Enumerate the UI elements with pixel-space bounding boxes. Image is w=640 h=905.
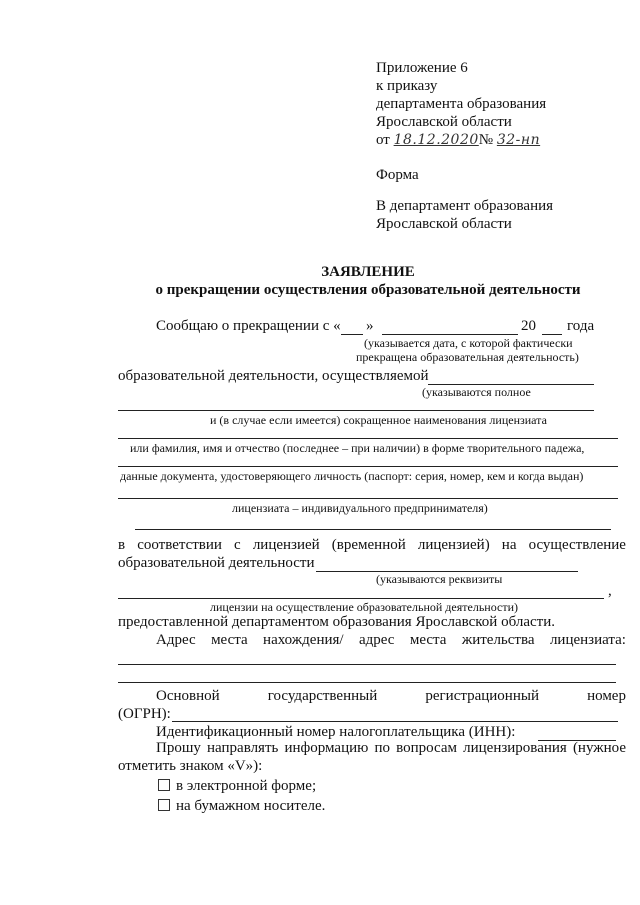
word: лицензиата: (549, 632, 626, 648)
word: (нужное (572, 740, 626, 756)
addressee-line2: Ярославской области (376, 216, 512, 232)
ogrn-label: (ОГРН): (118, 706, 171, 722)
activity-text-2: образовательной деятельности (118, 555, 315, 571)
license-reference-line (118, 537, 626, 554)
word: регистрационный (425, 688, 539, 704)
licensee-blank-5 (118, 498, 618, 499)
year-prefix: 20 (521, 318, 536, 334)
word: соответствии (137, 537, 222, 553)
word: осуществление (528, 537, 626, 553)
license-hint-2: лицензии на осуществление образовательной деятельности) (210, 600, 518, 614)
dept-name: департамента образования (376, 96, 547, 112)
word: на (501, 537, 517, 553)
licensee-blank-6 (135, 529, 611, 530)
licensee-blank-2 (118, 410, 594, 411)
form-label: Форма (376, 167, 419, 183)
word: с (234, 537, 241, 553)
from-prefix: от (376, 132, 390, 148)
checkbox-paper[interactable] (158, 799, 170, 811)
word: (временной (331, 537, 406, 553)
option-electronic[interactable] (158, 778, 316, 795)
issued-by-text: предоставленной департаментом образования Ярославской области. (118, 614, 555, 630)
word: направлять (207, 740, 279, 756)
appendix-label: Приложение 6 (376, 60, 468, 76)
word: по (374, 740, 390, 756)
day-blank (341, 334, 363, 335)
word: места (409, 632, 447, 648)
address-blank-1 (118, 664, 616, 665)
date-hint-2: прекращена образовательная деятельность) (356, 350, 579, 364)
number-prefix: № (478, 132, 494, 148)
year-word: года (567, 318, 595, 334)
option-paper-label: на бумажном носителе. (176, 798, 326, 814)
word: в (118, 537, 126, 553)
licensee-hint-4: данные документа, удостоверяющего личность (паспорт: серия, номер, кем и когда выдан) (120, 469, 584, 483)
addressee-line1: В департамент образования (376, 198, 554, 214)
licensee-hint-2: и (в случае если имеется) сокращенное наименования лицензиата (210, 413, 547, 427)
order-date-line (376, 132, 540, 149)
order-ref: к приказу (376, 78, 438, 94)
licensee-hint-3: или фамилия, имя и отчество (последнее – при наличии) в форме творительного падежа, (130, 441, 585, 455)
word: лицензией) (417, 537, 490, 553)
region-name: Ярославской области (376, 114, 512, 130)
word: Прошу (156, 740, 201, 756)
year-blank (542, 334, 562, 335)
licensee-hint-5: лицензиата – индивидуального предпринимателя) (232, 501, 488, 515)
document-subtitle: о прекращении осуществления образовательной деятельности (155, 282, 581, 298)
option-electronic-label: в электронной форме; (176, 778, 317, 794)
licensee-blank-3 (118, 438, 618, 439)
month-blank (382, 334, 518, 335)
checkbox-electronic[interactable] (158, 779, 170, 791)
word: адрес (358, 632, 395, 648)
word: Адрес (156, 632, 196, 648)
address-label-line (156, 632, 626, 649)
licensee-blank-4 (118, 466, 618, 467)
request-line-1 (156, 740, 626, 757)
license-hint-1: (указываются реквизиты (376, 572, 503, 586)
word: номер (587, 688, 626, 704)
document-title: ЗАЯВЛЕНИЕ (321, 264, 415, 280)
quote-close: » (366, 318, 374, 334)
word: нахождения/ (263, 632, 344, 648)
ogrn-blank (172, 721, 618, 722)
word: Основной (156, 688, 220, 704)
handwritten-date: 18.12.2020 (393, 132, 479, 148)
address-blank-2 (118, 682, 616, 683)
activity-text: образовательной деятельности, осуществляемой (118, 368, 429, 384)
licensee-hint-1: (указываются полное (422, 385, 531, 399)
date-hint-1: (указывается дата, с которой фактически (364, 336, 573, 350)
inn-label: Идентификационный номер налогоплательщика (ИНН): (156, 724, 516, 740)
license-blank-2 (118, 598, 604, 599)
word: информацию (284, 740, 369, 756)
comma: , (608, 583, 612, 599)
word: вопросам (396, 740, 457, 756)
request-line-2: отметить знаком «V»): (118, 758, 263, 774)
word: места (211, 632, 248, 648)
ogrn-label-line (156, 688, 626, 705)
word: лицензирования (463, 740, 567, 756)
handwritten-number: 32-нп (496, 132, 541, 148)
option-paper[interactable] (158, 798, 325, 815)
word: государственный (267, 688, 378, 704)
word: лицензией (252, 537, 320, 553)
cessation-date-text: Сообщаю о прекращении с « (156, 318, 341, 334)
word: жительства (461, 632, 535, 648)
